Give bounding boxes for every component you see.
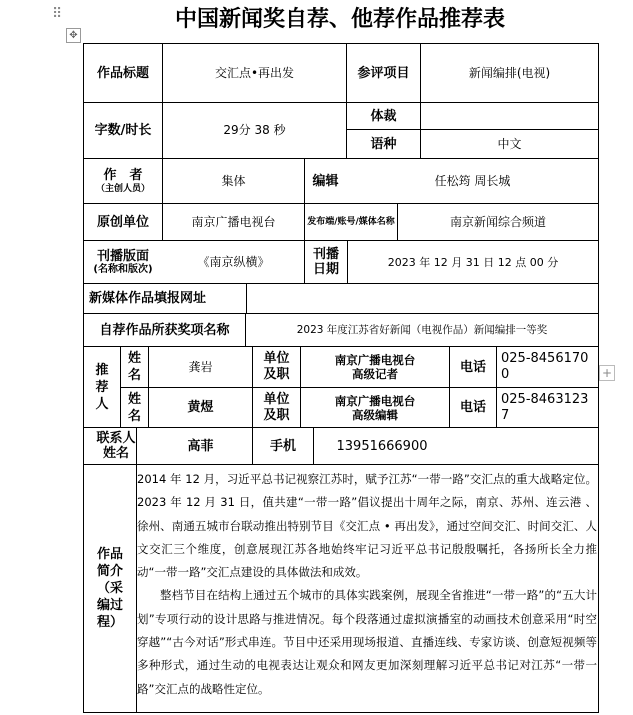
original-unit-value: 南京广播电视台 <box>191 214 276 229</box>
editor-value: 任松筠 周长城 <box>434 173 511 188</box>
word-count-label: 字数/时长 <box>94 123 152 138</box>
author-label <box>84 159 162 203</box>
category-value: 新闻编排(电视) <box>468 65 551 80</box>
drag-handle-icon[interactable]: ⠿ <box>52 6 63 22</box>
url-value[interactable] <box>247 284 598 313</box>
layout-label-main: 刊播版面 <box>96 248 149 264</box>
intro-paragraph-1: 2014 年 12 月，习近平总书记视察江苏时，赋予江苏“一带一路”交汇点的重大战略定位。2023 年 12 月 31 日，值共建“一带一路”倡议提出十周年之际，南京、苏州、连云港 、徐州、南通五城市台联动推出特别节目《交汇点 • 再出发》，通过空间交汇、时间交汇、人文交汇三个维度，创意展现江苏各地始终牢记习近平总书记殷殷嘱托，各扬所长全力推动“一带一路”交汇点建设的具体做法和成效。 <box>137 472 597 580</box>
category-label: 参评项目 <box>357 65 410 81</box>
recommender-1-phone: 025-84561700 <box>501 351 589 382</box>
add-column-icon[interactable]: + <box>599 365 615 381</box>
recommender-2-name: 黄煜 <box>187 400 214 415</box>
intro-label: 作品简介（采编过程） <box>97 547 124 630</box>
recommender-1-unit: 南京广播电视台高级记者 <box>334 353 416 381</box>
editor-label: 编辑 <box>312 173 339 189</box>
author-label-sub: （主创人员） <box>95 183 150 194</box>
contact-name: 高菲 <box>187 438 214 454</box>
publisher-value: 南京新闻综合频道 <box>449 214 546 229</box>
page-title: 中国新闻奖自荐、他荐作品推荐表 <box>174 6 505 32</box>
layout-label <box>84 241 162 283</box>
publisher-label: 发布端/账号/媒体名称 <box>307 217 395 227</box>
recommender-1-phone-label: 电话 <box>459 359 486 375</box>
layout-label-sub: (名称和版次) <box>93 263 153 275</box>
author-value: 集体 <box>221 173 246 188</box>
recommender-1-name-label: 姓名 <box>127 351 141 383</box>
language-value: 中文 <box>497 136 522 151</box>
mobile-label: 手机 <box>269 438 296 454</box>
recommender-2-name-label: 姓名 <box>127 391 141 424</box>
award-label: 自荐作品所获奖项名称 <box>99 322 230 338</box>
layout-value: 《南京纵横》 <box>197 254 270 269</box>
table-move-icon[interactable]: ✥ <box>66 28 81 43</box>
genre-label: 体裁 <box>370 108 397 124</box>
word-count-value: 29分 38 秒 <box>223 123 286 137</box>
url-label: 新媒体作品填报网址 <box>89 291 207 306</box>
recommender-2-unit-label: 单位及职 <box>263 391 290 423</box>
contact-label: 联系人姓名 <box>96 431 136 461</box>
air-date-value: 2023 年 12 月 31 日 12 点 00 分 <box>387 255 559 269</box>
genre-value <box>421 103 598 129</box>
air-date-label: 刊播日期 <box>312 247 339 277</box>
recommender-2-phone-label: 电话 <box>459 400 486 415</box>
work-title-label: 作品标题 <box>96 65 149 81</box>
mobile-value: 13951666900 <box>336 438 428 454</box>
recommender-2-phone: 025-84631237 <box>501 391 589 423</box>
recommender-1-unit-label: 单位及职 <box>263 351 290 382</box>
language-label: 语种 <box>370 136 397 152</box>
intro-text <box>137 468 597 701</box>
recommender-1-name: 龚岩 <box>188 359 213 374</box>
recommender-label: 推荐人 <box>95 362 109 412</box>
recommender-2-unit: 南京广播电视台高级编辑 <box>334 393 416 422</box>
award-value: 2023 年度江苏省好新闻（电视作品）新闻编排一等奖 <box>296 323 548 336</box>
work-title-value: 交汇点•再出发 <box>214 65 295 80</box>
original-unit-label: 原创单位 <box>96 214 149 230</box>
author-label-main: 作 者 <box>103 167 143 183</box>
intro-paragraph-2: 整档节目在结构上通过五个城市的具体实践案例，展现全省推进“一带一路”的“五大计划”专项行动的设计思路与推进情况。每个段落通过虚拟演播室的动画技术创意采用“时空穿越”“古今对话”形式串连。节目中还采用现场报道、直播连线、专家访谈、创意短视频等多种形式，通过生动的电视表达让观众和网友更加深刻理解习近平总书记对江苏“一带一路”交汇点的战略性定位。 <box>137 588 597 696</box>
